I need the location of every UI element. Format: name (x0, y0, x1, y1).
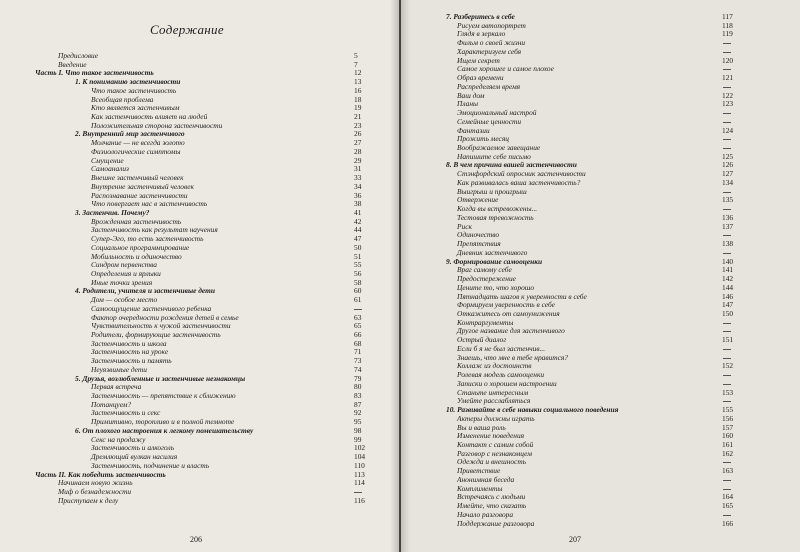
toc-entry-title: Родители, формирующие застенчивость (91, 330, 221, 339)
toc-entry (0, 69, 399, 78)
toc-entry-dash (723, 375, 731, 376)
right-toc-list (401, 13, 800, 528)
toc-entry (0, 444, 399, 453)
toc-entry-title: Анонимная беседа (457, 474, 515, 484)
toc-entry-dash (723, 148, 731, 149)
toc-entry-page: 98 (354, 425, 362, 435)
toc-entry (0, 270, 399, 279)
toc-entry-page: 87 (354, 399, 362, 409)
toc-entry-title: Семейные ценности (457, 116, 522, 126)
toc-entry-page: 142 (722, 274, 734, 284)
toc-entry-title: Одежда и внешность (457, 457, 527, 467)
toc-entry-title: Что такое застенчивость (91, 85, 177, 95)
toc-entry-title: 1. К пониманию застенчивости (75, 77, 181, 87)
toc-entry-title: Внутренне застенчивый человек (91, 181, 194, 191)
toc-entry-dash (723, 349, 731, 350)
toc-entry-dash (723, 253, 731, 254)
toc-entry-dash (723, 515, 731, 516)
toc-entry-title: Кто является застенчивым (91, 103, 180, 113)
toc-entry-title: Самое хорошее и самое плохое (457, 64, 554, 74)
toc-entry-title: Смущение (91, 155, 124, 165)
toc-entry-title: Приветствие (457, 466, 501, 476)
toc-entry-page: 41 (354, 207, 362, 217)
toc-entry-title: Актеры должны играть (457, 413, 535, 423)
toc-entry-title: 7. Разберитесь в себе (446, 12, 515, 21)
toc-entry-title: Знаешь, что мне в тебе нравится? (457, 352, 568, 362)
toc-entry-page: 13 (354, 77, 362, 87)
toc-entry-page: 161 (722, 439, 734, 449)
toc-entry-title: Застенчивость и школа (91, 338, 167, 348)
toc-entry-title: Коллаж из достоинств (457, 361, 532, 371)
toc-entry-title: Изменение поведения (457, 431, 525, 441)
toc-entry-page: 61 (354, 295, 362, 305)
toc-entry-title: Разговор с незнакомцем (457, 448, 532, 458)
toc-entry (0, 497, 399, 506)
toc-entry (0, 253, 399, 262)
toc-entry-title: Тестовая тревожность (457, 212, 534, 222)
toc-entry-title: Потанцуем? (91, 399, 132, 409)
toc-entry-title: Начинаем новую жизнь (58, 478, 133, 488)
toc-entry (0, 401, 399, 410)
page-number-left: 206 (190, 535, 202, 544)
toc-entry-title: Застенчивость, подчинение и власть (91, 460, 210, 470)
left-page (0, 0, 399, 552)
book-gutter (390, 0, 410, 552)
toc-entry-title: Начало разговора (457, 509, 514, 519)
toc-entry-title: Характеризуем себя (457, 46, 522, 56)
toc-entry-page: 147 (722, 300, 734, 310)
toc-entry-title: 10. Развивайте в себе навыки социального поведения (446, 405, 619, 415)
toc-entry-title: Одиночество (457, 230, 500, 240)
toc-entry-title: Вы и ваша роль (457, 422, 506, 432)
toc-entry-dash (723, 235, 731, 236)
toc-entry-title: Введение (58, 59, 87, 69)
toc-entry-title: Распределяем время (457, 81, 521, 91)
toc-entry-title: Иные точки зрения (91, 277, 153, 287)
toc-entry-title: Социальное программирование (91, 242, 190, 252)
toc-entry-title: Откажитесь от самоунижения (457, 308, 560, 318)
toc-entry (0, 436, 399, 445)
toc-entry-title: Самоощущение застенчивого ребенка (91, 303, 212, 313)
toc-entry-title: Как развивалась ваша застенчивость? (457, 177, 581, 187)
toc-entry-title: Чувствительность к чужой застенчивости (91, 321, 231, 331)
toc-entry-title: Эмоциональный настрой (457, 108, 537, 118)
toc-entry-page: 33 (354, 173, 362, 183)
toc-entry-title: Пятнадцать шагов к уверенности в себе (457, 291, 587, 301)
toc-entry-title: Встречаясь с людьми (457, 492, 526, 502)
toc-entry-title: Мобильность и одиночество (91, 251, 182, 261)
toc-entry-page: 164 (722, 492, 734, 502)
toc-entry-dash (723, 384, 731, 385)
toc-entry-page: 36 (354, 190, 362, 200)
toc-entry-title: Глядя в зеркало (457, 29, 506, 39)
toc-entry-title: Формируем уверенность в себе (457, 300, 555, 310)
toc-entry-title: Дневник застенчивого (457, 247, 528, 257)
toc-entry-title: Фантазии (457, 125, 490, 135)
toc-entry-page: 118 (722, 20, 733, 30)
toc-entry-title: Поддержание разговора (457, 518, 535, 528)
toc-entry-dash (723, 331, 731, 332)
toc-entry (0, 148, 399, 157)
toc-entry-page: 74 (354, 364, 362, 374)
toc-entry-dash (723, 122, 731, 123)
toc-entry-page: 121 (722, 73, 734, 83)
toc-entry (0, 87, 399, 96)
toc-entry-dash (723, 209, 731, 210)
toc-entry-title: Часть II. Как победить застенчивость (35, 469, 166, 479)
toc-entry-title: Ролевая модель самооценки (457, 370, 545, 380)
toc-entry-title: Стэнфордский опросник застенчивости (457, 169, 586, 179)
toc-entry-page: 113 (354, 469, 365, 479)
toc-entry-page: 28 (354, 146, 362, 156)
toc-entry-page: 125 (722, 151, 734, 161)
toc-entry-title: 2. Внутренний мир застенчивого (75, 129, 185, 139)
toc-entry-page: 51 (354, 251, 362, 261)
toc-entry-page: 23 (354, 120, 362, 130)
toc-entry-title: 5. Друзья, возлюбленные и застенчивые незнакомцы (75, 373, 246, 383)
toc-entry-page: 18 (354, 94, 362, 104)
toc-entry-dash (723, 480, 731, 481)
toc-entry-title: Застенчивость и алкоголь (91, 443, 175, 453)
toc-entry-title: Распознавание застенчивости (91, 190, 188, 200)
toc-entry-page: 123 (722, 99, 734, 109)
toc-entry-title: Приступаем к делу (58, 495, 119, 505)
left-toc-list (0, 52, 399, 505)
toc-title: Содержание (150, 22, 224, 37)
toc-entry-title: Станьте интересным (457, 387, 529, 397)
toc-entry-page: 127 (722, 169, 734, 179)
toc-entry-page: 60 (354, 286, 362, 296)
toc-entry-page: 138 (722, 239, 734, 249)
toc-entry (0, 130, 399, 139)
toc-entry-page: 50 (354, 242, 362, 252)
toc-entry-title: 6. От плохого настроения к легкому помешательству (75, 425, 254, 435)
toc-entry-title: Предисловие (58, 51, 99, 60)
toc-entry-page: 165 (722, 501, 734, 511)
toc-entry-title: Застенчивость — препятствие к сближению (91, 391, 236, 401)
toc-entry-title: Физиологические симптомы (91, 146, 181, 156)
toc-entry (0, 348, 399, 357)
toc-entry-page: 155 (722, 405, 734, 415)
toc-entry-page: 12 (354, 68, 362, 78)
toc-entry-title: Воображаемое завещание (457, 143, 541, 153)
toc-entry-title: Миф о безнадежности (58, 486, 132, 496)
toc-entry-dash (354, 309, 362, 310)
toc-entry-page: 66 (354, 330, 362, 339)
toc-entry-title: Препятствия (457, 239, 501, 249)
toc-entry (0, 96, 399, 105)
toc-entry-title: Застенчивость и память (91, 356, 172, 366)
toc-entry-title: Синдром первенства (91, 260, 157, 270)
toc-entry-page: 16 (354, 85, 362, 95)
toc-entry-dash (723, 43, 731, 44)
toc-entry-page: 95 (354, 417, 362, 427)
toc-entry-title: Имейте, что сказать (457, 501, 527, 511)
toc-entry-page: 34 (354, 181, 362, 191)
toc-entry-page: 110 (354, 460, 365, 470)
page-number-right: 207 (569, 535, 581, 544)
toc-entry-page: 65 (354, 321, 362, 331)
toc-entry-title: Застенчивость как результат научения (91, 225, 218, 235)
toc-entry (0, 183, 399, 192)
toc-entry (0, 287, 399, 296)
toc-entry-dash (723, 113, 731, 114)
toc-entry-page: 29 (354, 155, 362, 165)
toc-entry-page: 166 (722, 518, 734, 528)
toc-entry (0, 357, 399, 366)
toc-entry-title: Контакт с самим собой (457, 439, 534, 449)
toc-entry-dash (723, 52, 731, 53)
toc-entry-title: Дом — особое место (91, 295, 158, 305)
toc-entry-page: 141 (722, 265, 734, 275)
toc-entry-page: 124 (722, 125, 734, 135)
toc-entry-title: 9. Формирование самооценки (446, 256, 543, 266)
toc-entry-title: Фильм о своей жизни (457, 38, 526, 48)
toc-entry-dash (723, 462, 731, 463)
toc-entry-title: Супер-Эго, то есть застенчивость (91, 234, 204, 244)
toc-entry-dash (723, 69, 731, 70)
toc-entry (0, 261, 399, 270)
toc-entry-page: 116 (354, 495, 365, 505)
toc-entry (0, 122, 399, 131)
toc-entry-title: Другое название для застенчивого (457, 326, 565, 336)
toc-entry-title: Застенчивость на уроке (91, 347, 169, 357)
toc-entry (0, 375, 399, 384)
toc-entry-title: Планы (457, 99, 479, 109)
toc-entry-dash (723, 87, 731, 88)
toc-entry-title: Фактор очередности рождения детей в семье (91, 312, 239, 322)
toc-entry-page: 122 (722, 90, 734, 100)
toc-entry-title: Предостережение (457, 274, 516, 284)
toc-entry-page: 135 (722, 195, 734, 205)
toc-entry-dash (723, 323, 731, 324)
toc-entry-title: Что повергает нас в застенчивость (91, 199, 208, 209)
toc-entry-page: 117 (722, 12, 733, 21)
toc-entry-title: Отвержение (457, 195, 499, 205)
toc-entry-page: 163 (722, 466, 734, 476)
toc-entry-title: Неуязвимые дети (91, 364, 147, 374)
toc-entry-page: 136 (722, 212, 734, 222)
toc-entry-page: 58 (354, 277, 362, 287)
toc-entry-title: Как застенчивость влияет на людей (91, 112, 208, 122)
toc-entry-title: Всеобщая проблема (91, 94, 154, 104)
toc-entry-page: 19 (354, 103, 362, 113)
toc-entry (0, 209, 399, 218)
toc-entry-page: 151 (722, 335, 734, 345)
toc-entry-page: 114 (354, 478, 365, 488)
toc-entry-page: 5 (354, 51, 358, 60)
toc-entry-page: 42 (354, 216, 362, 226)
toc-entry-title: Молчание — не всегда золото (91, 138, 185, 148)
toc-entry-page: 92 (354, 408, 362, 418)
toc-entry-page: 26 (354, 129, 362, 139)
toc-entry-title: Записки о хорошем настроении (457, 378, 557, 388)
toc-entry-title: Первая встреча (91, 382, 142, 392)
toc-entry-page: 63 (354, 312, 362, 322)
toc-entry-page: 150 (722, 308, 734, 318)
toc-entry-title: Внешне застенчивый человек (91, 173, 184, 183)
toc-entry-page: 120 (722, 55, 734, 65)
toc-entry-title: Застенчивость и секс (91, 408, 161, 418)
toc-entry-page: 156 (722, 413, 734, 423)
toc-entry-title: Риск (457, 221, 472, 231)
toc-entry-page: 56 (354, 268, 362, 278)
toc-entry-dash (723, 358, 731, 359)
toc-entry-dash (723, 192, 731, 193)
toc-entry-title: Самоанализ (91, 164, 129, 174)
toc-entry-page: 144 (722, 282, 734, 292)
toc-entry-title: Выигрыш и проигрыш (457, 186, 527, 196)
toc-entry-page: 38 (354, 199, 362, 209)
toc-entry-dash (354, 492, 362, 493)
toc-entry-page: 73 (354, 356, 362, 366)
toc-entry-page: 126 (722, 160, 734, 170)
toc-entry-page: 157 (722, 422, 734, 432)
toc-entry-title: Секс на продажу (91, 434, 146, 444)
toc-entry-title: Примитивно, торопливо и в полной темноте (91, 417, 235, 427)
toc-entry (0, 165, 399, 174)
toc-entry (0, 174, 399, 183)
toc-entry-title: 3. Застенчив. Почему? (75, 207, 150, 217)
toc-entry (0, 392, 399, 401)
toc-entry-title: Определения и ярлыки (91, 268, 161, 278)
toc-entry-page: 27 (354, 138, 362, 148)
toc-entry-page: 79 (354, 373, 362, 383)
toc-entry (0, 78, 399, 87)
toc-entry-dash (723, 401, 731, 402)
toc-entry-page: 99 (354, 434, 362, 444)
toc-entry-page: 68 (354, 338, 362, 348)
toc-entry-title: Рисуем автопортрет (457, 20, 526, 30)
toc-entry-page: 134 (722, 177, 734, 187)
toc-entry-title: Врожденная застенчивость (91, 216, 182, 226)
toc-entry-title: Комплименты (457, 483, 503, 493)
toc-entry (0, 427, 399, 436)
toc-entry-page: 47 (354, 234, 362, 244)
toc-entry (0, 340, 399, 349)
toc-entry (0, 235, 399, 244)
toc-entry-page: 83 (354, 391, 362, 401)
toc-entry-title: Прожить месяц (457, 134, 509, 144)
toc-entry-dash (723, 139, 731, 140)
toc-entry (0, 139, 399, 148)
toc-entry-page: 80 (354, 382, 362, 392)
toc-entry-title: Образ времени (457, 73, 504, 83)
toc-entry-title: 4. Родители, учителя и застенчивые дети (75, 286, 215, 296)
toc-entry-page: 152 (722, 361, 734, 371)
toc-entry-page: 21 (354, 112, 362, 122)
toc-entry (0, 331, 399, 340)
toc-entry-dash (723, 489, 731, 490)
toc-entry-title: Если б я не был застенчив... (457, 343, 546, 353)
toc-entry-title: 8. В чем причина вашей застенчивости (446, 160, 577, 170)
toc-entry-page: 119 (722, 29, 733, 39)
toc-entry-title: Умейте расслабляться (457, 396, 531, 406)
toc-entry-title: Враг самому себе (457, 265, 512, 275)
toc-entry-title: Ищем секрет (457, 55, 500, 65)
toc-entry-page: 140 (722, 256, 734, 266)
toc-entry-title: Ваш дом (457, 90, 485, 100)
toc-entry-page: 104 (354, 452, 366, 462)
toc-entry-page: 160 (722, 431, 734, 441)
toc-entry-page: 153 (722, 387, 734, 397)
toc-entry-title: Часть I. Что такое застенчивость (35, 68, 154, 78)
right-page (401, 0, 800, 552)
toc-entry (0, 244, 399, 253)
toc-entry-page: 137 (722, 221, 734, 231)
toc-entry-page: 162 (722, 448, 734, 458)
toc-entry-page: 146 (722, 291, 734, 301)
toc-entry-page: 55 (354, 260, 362, 270)
toc-entry-page: 102 (354, 443, 366, 453)
toc-entry (0, 200, 399, 209)
toc-entry-title: Дремлющий вулкан насилия (91, 452, 178, 462)
toc-entry-page: 7 (354, 59, 358, 69)
toc-entry-title: Когда вы встревожены... (457, 204, 538, 214)
toc-entry-title: Напишите себе письмо (457, 151, 531, 161)
toc-entry-title: Контраргументы (457, 317, 514, 327)
toc-entry-title: Цените то, что хорошо (457, 282, 535, 292)
toc-entry (401, 520, 800, 529)
toc-entry-title: Острый диалог (457, 335, 507, 345)
toc-entry-page: 31 (354, 164, 362, 174)
toc-entry-page: 44 (354, 225, 362, 235)
toc-entry (0, 157, 399, 166)
toc-entry-page: 71 (354, 347, 362, 357)
toc-entry-title: Положительная сторона застенчивости (91, 120, 223, 130)
